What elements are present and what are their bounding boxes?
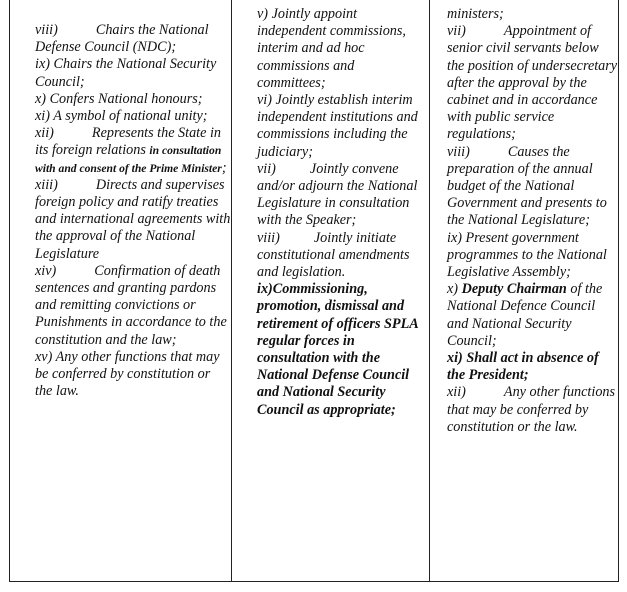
column-vice-president <box>447 6 619 581</box>
column-president <box>35 22 231 581</box>
column-joint <box>257 6 425 581</box>
list-item: v) Jointly appoint independent commissions, interim and ad hoc commissions and committees; <box>257 6 406 91</box>
column-divider-1 <box>231 0 232 581</box>
list-item: xii) Any other functions that may be conferred by constitution or the law. <box>447 384 616 435</box>
list-item: vii) Jointly convene and/or adjourn the National Legislature in consultation with the Speaker; <box>257 160 418 229</box>
list-item: viii) Jointly initiate constitutional amendments and legislation. <box>257 229 410 281</box>
list-item: viii) Chairs the National Defense Council (NDC); <box>35 22 209 56</box>
list-item: xi) Shall act in absence of the President; <box>447 350 599 384</box>
list-item: x) Deputy Chairman of the National Defence Council and National Security Council; <box>447 281 603 349</box>
list-item: viii) Causes the preparation of the annual budget of the National Government and presents to the National Legislature; <box>447 143 607 229</box>
list-item: xiii) Directs and supervises foreign policy and ratify treaties and international agreements with the approval of the National Legislature <box>35 176 231 262</box>
list-item: x) Confers National honours; <box>35 90 203 107</box>
list-item: xv) Any other functions that may be conferred by constitution or the law. <box>35 348 220 400</box>
list-item: xi) A symbol of national unity; <box>35 108 208 125</box>
functions-table <box>9 0 619 582</box>
list-item: xiv) Confirmation of death sentences and granting pardons and remitting convictions or Punishments in accordance to the constitution and the law; <box>35 262 227 348</box>
list-item: vii) Appointment of senior civil servants below the position of undersecretary after the approval by the cabinet and in accordance with public service regulations; <box>447 23 618 143</box>
list-item: ix) Present government programmes to the National Legislative Assembly; <box>447 229 607 281</box>
list-item: vi) Jointly establish interim independent institutions and commissions including the judiciary; <box>257 92 418 160</box>
list-item-lead: ministers; <box>447 6 504 22</box>
list-item: ix)Commissioning, promotion, dismissal and retirement of officers SPLA regular forces in consultation with the National Defense Council and National Security Council as appropriate; <box>257 281 418 418</box>
list-item: xii) Represents the State in its foreign relations in consultation with and consent of the Prime Minister; <box>35 125 227 176</box>
list-item: ix) Chairs the National Security Council; <box>35 56 217 90</box>
column-divider-2 <box>429 0 430 581</box>
